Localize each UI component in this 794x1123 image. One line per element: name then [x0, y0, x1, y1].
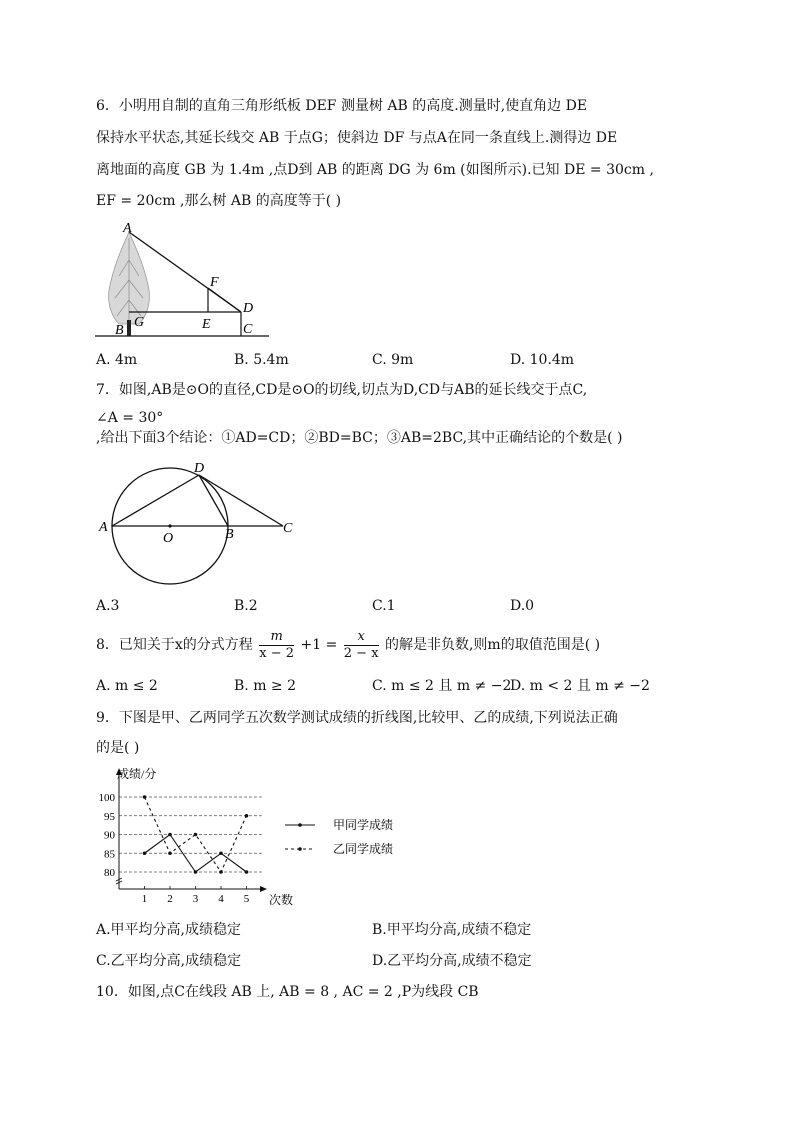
legend-label-2: 乙同学成绩 [333, 842, 394, 856]
x-tick-label: 1 [141, 893, 148, 905]
q6-option-a[interactable]: A. 4m [96, 352, 138, 368]
q10-line-1: 10．如图,点C在线段 AB 上, AB = 8 , AC = 2 ,P为线段 CB [96, 984, 479, 1000]
q7-label-A: A [99, 520, 108, 535]
q6-label-B: B [115, 323, 124, 338]
q8-fraction-2 [344, 629, 379, 662]
q6-line-2: 保持水平状态,其延长线交 AB 于点G；使斜边 DF 与点A在同一条直线上.测得边 DE [96, 130, 618, 146]
y-tick-label: 100 [98, 792, 115, 804]
x-tick-label: 2 [167, 893, 173, 905]
q7-label-O: O [163, 531, 174, 546]
legend-marker-2 [298, 847, 302, 851]
q6-line-3: 离地面的高度 GB 为 1.4m ,点D到 AB 的距离 DG 为 6m (如图所示).已知 DE = 30cm , [96, 162, 654, 178]
x-axis-arrow [260, 886, 267, 892]
q8-option-a[interactable]: A. m ≤ 2 [96, 678, 158, 694]
q9-line-2: 的是( ) [96, 740, 140, 756]
q8-frac1-numerator: m [259, 629, 294, 646]
q9-line-chart [95, 764, 425, 912]
q6-line-1: 6．小明用自制的直角三角形纸板 DEF 测量树 AB 的高度.测量时,使直角边 DE [96, 98, 588, 114]
y-tick-label: 80 [104, 867, 115, 879]
q7-option-c[interactable]: C.1 [372, 598, 396, 614]
q6-figure-tree-triangle [95, 220, 275, 342]
x-tick-label: 4 [218, 893, 224, 905]
q8-frac1-denominator: x − 2 [259, 645, 295, 661]
q7-label-B: B [225, 527, 234, 542]
q6-label-C: C [243, 322, 253, 337]
q6-option-b[interactable]: B. 5.4m [234, 352, 289, 368]
q8-prefix: 8．已知关于x的分式方程 [96, 637, 253, 653]
series-2-point [143, 795, 147, 799]
series-1-point [168, 833, 172, 837]
q6-option-c[interactable]: C. 9m [372, 352, 414, 368]
q8-suffix: 的解是非负数,则m的取值范围是( ) [384, 637, 601, 653]
x-tick-label: 5 [243, 893, 250, 905]
q7-label-D: D [194, 461, 205, 476]
q8-option-c[interactable]: C. m ≤ 2 且 m ≠ −2 [372, 678, 512, 694]
q9-option-b[interactable]: B.甲平均分高,成绩不稳定 [372, 922, 532, 938]
q6-option-d[interactable]: D. 10.4m [510, 352, 575, 368]
q8-line [96, 626, 600, 664]
y-tick-label: 90 [104, 829, 115, 842]
legend-marker-1 [298, 823, 302, 827]
x-axis-label: 次数 [269, 893, 294, 907]
q7-line-1: 7．如图,AB是⊙O的直径,CD是⊙O的切线,切点为D,CD与AB的延长线交于点C, [96, 382, 588, 398]
q6-label-E: E [202, 317, 211, 332]
q8-frac2-numerator: x [344, 629, 379, 646]
series-2-point [219, 870, 223, 874]
y-tick-label: 95 [104, 810, 115, 823]
series-1-point [143, 851, 147, 855]
q7-option-d[interactable]: D.0 [510, 598, 535, 614]
q9-option-c[interactable]: C.乙平均分高,成绩稳定 [96, 953, 242, 969]
q6-line-4: EF = 20cm ,那么树 AB 的高度等于( ) [96, 193, 342, 209]
q6-label-F: F [210, 275, 219, 290]
q6-label-G: G [134, 315, 145, 330]
q7-label-C: C [283, 521, 293, 536]
series-2-point [194, 833, 198, 837]
series-2-point [168, 851, 172, 855]
q9-line-1: 9．下图是甲、乙两同学五次数学测试成绩的折线图,比较甲、乙的成绩,下列说法正确 [96, 710, 618, 726]
series-1-point [194, 870, 198, 874]
q7-line-3: ,给出下面3个结论：①AD=CD；②BD=BC；③AB=2BC,其中正确结论的个数是( ) [96, 430, 623, 446]
q9-option-d[interactable]: D.乙平均分高,成绩不稳定 [372, 953, 532, 969]
q7-option-a[interactable]: A.3 [96, 598, 120, 614]
series-2-point [245, 814, 249, 818]
q8-frac2-denominator: 2 − x [343, 645, 379, 661]
q6-label-D: D [243, 301, 254, 316]
q8-option-b[interactable]: B. m ≥ 2 [234, 678, 297, 694]
legend-label-1: 甲同学成绩 [333, 818, 394, 832]
series-1-point [219, 851, 223, 855]
q9-option-a[interactable]: A.甲平均分高,成绩稳定 [96, 922, 242, 938]
q8-middle: +1 = [300, 637, 338, 653]
q7-figure-circle [95, 456, 300, 596]
q8-fraction-1 [259, 629, 294, 662]
q7-option-b[interactable]: B.2 [234, 598, 258, 614]
y-tick-label: 85 [104, 848, 115, 861]
y-axis-label: 成绩/分 [117, 767, 157, 781]
x-tick-label: 3 [192, 893, 199, 905]
series-1-point [245, 870, 249, 874]
q7-line-2: ∠A = 30° [96, 410, 164, 426]
q8-option-d[interactable]: D. m < 2 且 m ≠ −2 [510, 678, 650, 694]
q6-label-A: A [123, 221, 132, 236]
